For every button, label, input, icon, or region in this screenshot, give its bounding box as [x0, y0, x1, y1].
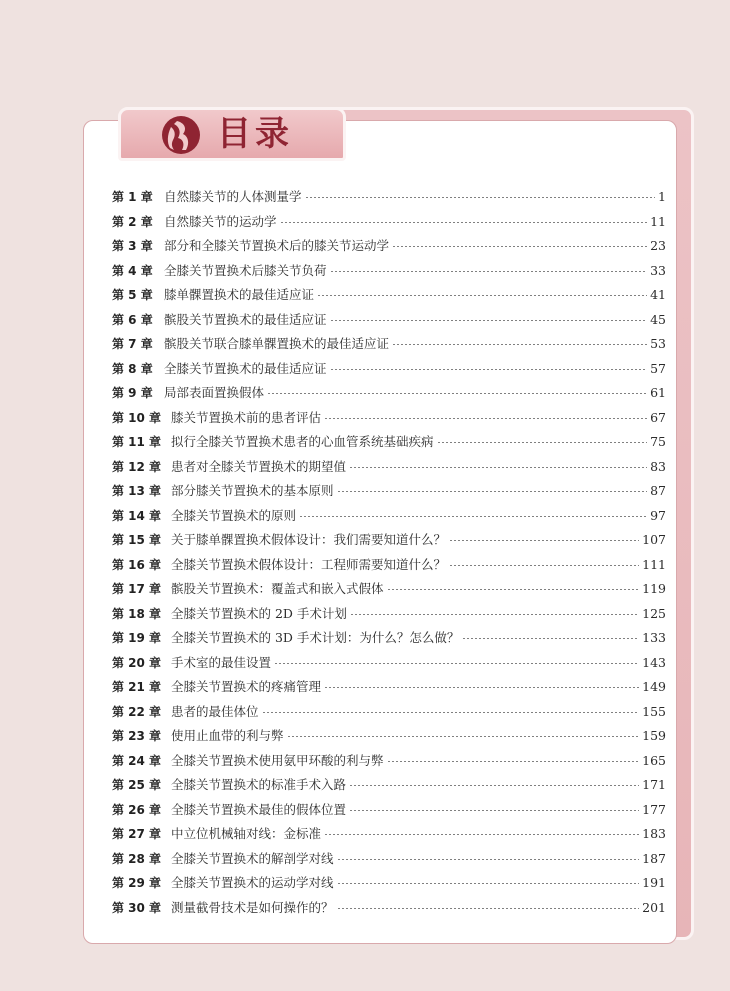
title-tab	[118, 107, 346, 161]
chapter-title: 全膝关节置换术最佳的假体位置	[171, 801, 347, 817]
chapter-number: 第 12 章	[112, 459, 162, 474]
dot-leader	[287, 736, 640, 737]
chapter-number: 第 27 章	[112, 827, 162, 841]
dot-leader	[337, 883, 640, 884]
chapter-title: 使用止血带的利与弊	[171, 728, 284, 743]
toc-entry[interactable]	[112, 800, 666, 825]
chapter-title: 髌股关节置换术：覆盖式和嵌入式假体	[171, 581, 384, 596]
chapter-number: 第 3 章	[112, 239, 153, 253]
page-number: 149	[642, 679, 666, 694]
chapter-number: 第 15 章	[112, 533, 162, 547]
toc-entry[interactable]	[112, 236, 666, 261]
page-number: 53	[650, 336, 666, 351]
toc-entry[interactable]	[112, 604, 666, 629]
page-number: 177	[642, 801, 666, 817]
toc-entry[interactable]	[112, 898, 666, 923]
chapter-number: 第 30 章	[112, 900, 162, 915]
chapter-number: 第 28 章	[112, 851, 162, 866]
page-number: 23	[650, 238, 666, 253]
dot-leader	[324, 834, 639, 835]
chapter-number: 第 7 章	[112, 337, 153, 351]
chapter-title: 全膝关节置换术的最佳适应证	[164, 360, 327, 376]
chapter-number: 第 17 章	[112, 582, 162, 596]
dot-leader	[350, 614, 639, 615]
toc-entry[interactable]	[112, 873, 666, 898]
dot-leader	[437, 442, 648, 443]
dot-leader	[337, 908, 640, 909]
page-number: 97	[650, 507, 666, 523]
chapter-number: 第 11 章	[112, 435, 162, 449]
chapter-title: 关于膝单髁置换术假体设计：我们需要知道什么？	[171, 532, 447, 547]
chapter-number: 第 9 章	[112, 386, 153, 400]
page-number: 187	[642, 850, 666, 866]
chapter-title: 全膝关节置换术的原则	[171, 507, 297, 523]
toc-entry[interactable]	[112, 530, 666, 555]
toc-entry[interactable]	[112, 677, 666, 702]
page-number: 33	[650, 262, 666, 278]
chapter-title: 全膝关节置换术假体设计：工程师需要知道什么？	[171, 556, 447, 572]
dot-leader	[330, 369, 648, 370]
toc-entry[interactable]	[112, 849, 666, 874]
chapter-title: 局部表面置换假体	[164, 385, 265, 400]
dot-leader	[330, 320, 648, 321]
chapter-number: 第 20 章	[112, 655, 162, 670]
knee-logo-icon	[161, 115, 201, 155]
page-number: 125	[642, 605, 666, 621]
chapter-title: 全膝关节置换术的标准手术入路	[171, 777, 347, 792]
dot-leader	[392, 344, 647, 345]
chapter-number: 第 18 章	[112, 606, 162, 621]
dot-leader	[349, 467, 647, 468]
page-number: 83	[650, 458, 666, 474]
chapter-title: 中立位机械轴对线：金标准	[171, 826, 322, 841]
page-number: 1	[658, 189, 666, 204]
chapter-title: 部分膝关节置换术的基本原则	[171, 483, 334, 498]
chapter-number: 第 1 章	[112, 190, 153, 204]
dot-leader	[449, 565, 639, 566]
chapter-title: 患者的最佳体位	[171, 703, 259, 719]
dot-leader	[349, 785, 639, 786]
toc-entry[interactable]	[112, 334, 666, 359]
dot-leader	[317, 295, 647, 296]
page-number: 57	[650, 360, 666, 376]
chapter-number: 第 2 章	[112, 214, 153, 229]
chapter-title: 全膝关节置换术的 3D 手术计划：为什么？怎么做？	[171, 630, 460, 645]
toc-entry[interactable]	[112, 653, 666, 678]
page-number: 75	[650, 434, 666, 449]
chapter-number: 第 19 章	[112, 631, 162, 645]
toc-entry[interactable]	[112, 481, 666, 506]
dot-leader	[387, 761, 640, 762]
toc-entry[interactable]	[112, 579, 666, 604]
chapter-number: 第 26 章	[112, 802, 162, 817]
page-number: 87	[650, 483, 666, 498]
page-number: 111	[642, 556, 666, 572]
page-number: 159	[642, 728, 666, 743]
chapter-number: 第 23 章	[112, 729, 162, 743]
dot-leader	[324, 687, 639, 688]
chapter-number: 第 13 章	[112, 484, 162, 498]
toc-entry[interactable]	[112, 726, 666, 751]
chapter-title: 膝单髁置换术的最佳适应证	[164, 287, 315, 302]
dot-leader	[449, 540, 639, 541]
page-number: 133	[642, 630, 666, 645]
toc-entry[interactable]	[112, 555, 666, 580]
page-number: 143	[642, 654, 666, 670]
dot-leader	[349, 810, 639, 811]
page-number: 41	[650, 287, 666, 302]
chapter-title: 手术室的最佳设置	[171, 654, 272, 670]
chapter-number: 第 29 章	[112, 876, 162, 890]
chapter-number: 第 6 章	[112, 312, 153, 327]
chapter-title: 拟行全膝关节置换术患者的心血管系统基础疾病	[171, 434, 434, 449]
chapter-title: 膝关节置换术前的患者评估	[171, 409, 322, 425]
chapter-number: 第 4 章	[112, 263, 153, 278]
chapter-number: 第 21 章	[112, 680, 162, 694]
dot-leader	[462, 638, 639, 639]
page-number: 11	[650, 213, 666, 229]
toc-entry[interactable]	[112, 824, 666, 849]
table-of-contents	[112, 187, 666, 922]
toc-entry[interactable]	[112, 261, 666, 286]
page-number: 155	[642, 703, 666, 719]
chapter-number: 第 10 章	[112, 410, 162, 425]
chapter-title: 测量截骨技术是如何操作的？	[171, 899, 334, 915]
chapter-number: 第 16 章	[112, 557, 162, 572]
toc-entry[interactable]	[112, 751, 666, 776]
dot-leader	[337, 859, 640, 860]
chapter-title: 全膝关节置换术的疼痛管理	[171, 679, 322, 694]
chapter-number: 第 24 章	[112, 753, 162, 768]
chapter-number: 第 5 章	[112, 288, 153, 302]
page-number: 201	[642, 899, 666, 915]
dot-leader	[324, 418, 647, 419]
chapter-title: 全膝关节置换术的运动学对线	[171, 875, 334, 890]
page-number: 171	[642, 777, 666, 792]
toc-entry[interactable]	[112, 506, 666, 531]
chapter-title: 髌股关节置换术的最佳适应证	[164, 311, 327, 327]
toc-entry[interactable]	[112, 457, 666, 482]
toc-entry[interactable]	[112, 775, 666, 800]
page-number: 45	[650, 311, 666, 327]
toc-entry[interactable]	[112, 212, 666, 237]
chapter-title: 患者对全膝关节置换术的期望值	[171, 458, 347, 474]
chapter-title: 髌股关节联合膝单髁置换术的最佳适应证	[164, 336, 390, 351]
chapter-number: 第 25 章	[112, 778, 162, 792]
dot-leader	[392, 246, 647, 247]
page-number: 67	[650, 409, 666, 425]
dot-leader	[274, 663, 639, 664]
chapter-number: 第 8 章	[112, 361, 153, 376]
dot-leader	[262, 712, 640, 713]
page-number: 119	[642, 581, 666, 596]
chapter-title: 部分和全膝关节置换术后的膝关节运动学	[164, 238, 390, 253]
toc-entry[interactable]	[112, 383, 666, 408]
page-number: 61	[650, 385, 666, 400]
toc-entry[interactable]	[112, 359, 666, 384]
toc-entry[interactable]	[112, 628, 666, 653]
dot-leader	[280, 222, 648, 223]
chapter-title: 自然膝关节的人体测量学	[164, 189, 302, 204]
toc-entry[interactable]	[112, 310, 666, 335]
chapter-title: 自然膝关节的运动学	[164, 213, 277, 229]
toc-entry[interactable]	[112, 285, 666, 310]
page-title: 目录	[217, 114, 293, 154]
toc-entry[interactable]	[112, 702, 666, 727]
dot-leader	[299, 516, 647, 517]
dot-leader	[305, 197, 656, 198]
chapter-title: 全膝关节置换术后膝关节负荷	[164, 262, 327, 278]
dot-leader	[267, 393, 647, 394]
chapter-title: 全膝关节置换术使用氨甲环酸的利与弊	[171, 752, 384, 768]
dot-leader	[330, 271, 648, 272]
page-number: 107	[642, 532, 666, 547]
toc-entry[interactable]	[112, 187, 666, 212]
dot-leader	[337, 491, 648, 492]
page-number: 191	[642, 875, 666, 890]
page-number: 183	[642, 826, 666, 841]
toc-entry[interactable]	[112, 408, 666, 433]
chapter-title: 全膝关节置换术的 2D 手术计划	[171, 605, 347, 621]
chapter-number: 第 14 章	[112, 508, 162, 523]
chapter-title: 全膝关节置换术的解剖学对线	[171, 850, 334, 866]
dot-leader	[387, 589, 640, 590]
toc-entry[interactable]	[112, 432, 666, 457]
chapter-number: 第 22 章	[112, 704, 162, 719]
page-number: 165	[642, 752, 666, 768]
